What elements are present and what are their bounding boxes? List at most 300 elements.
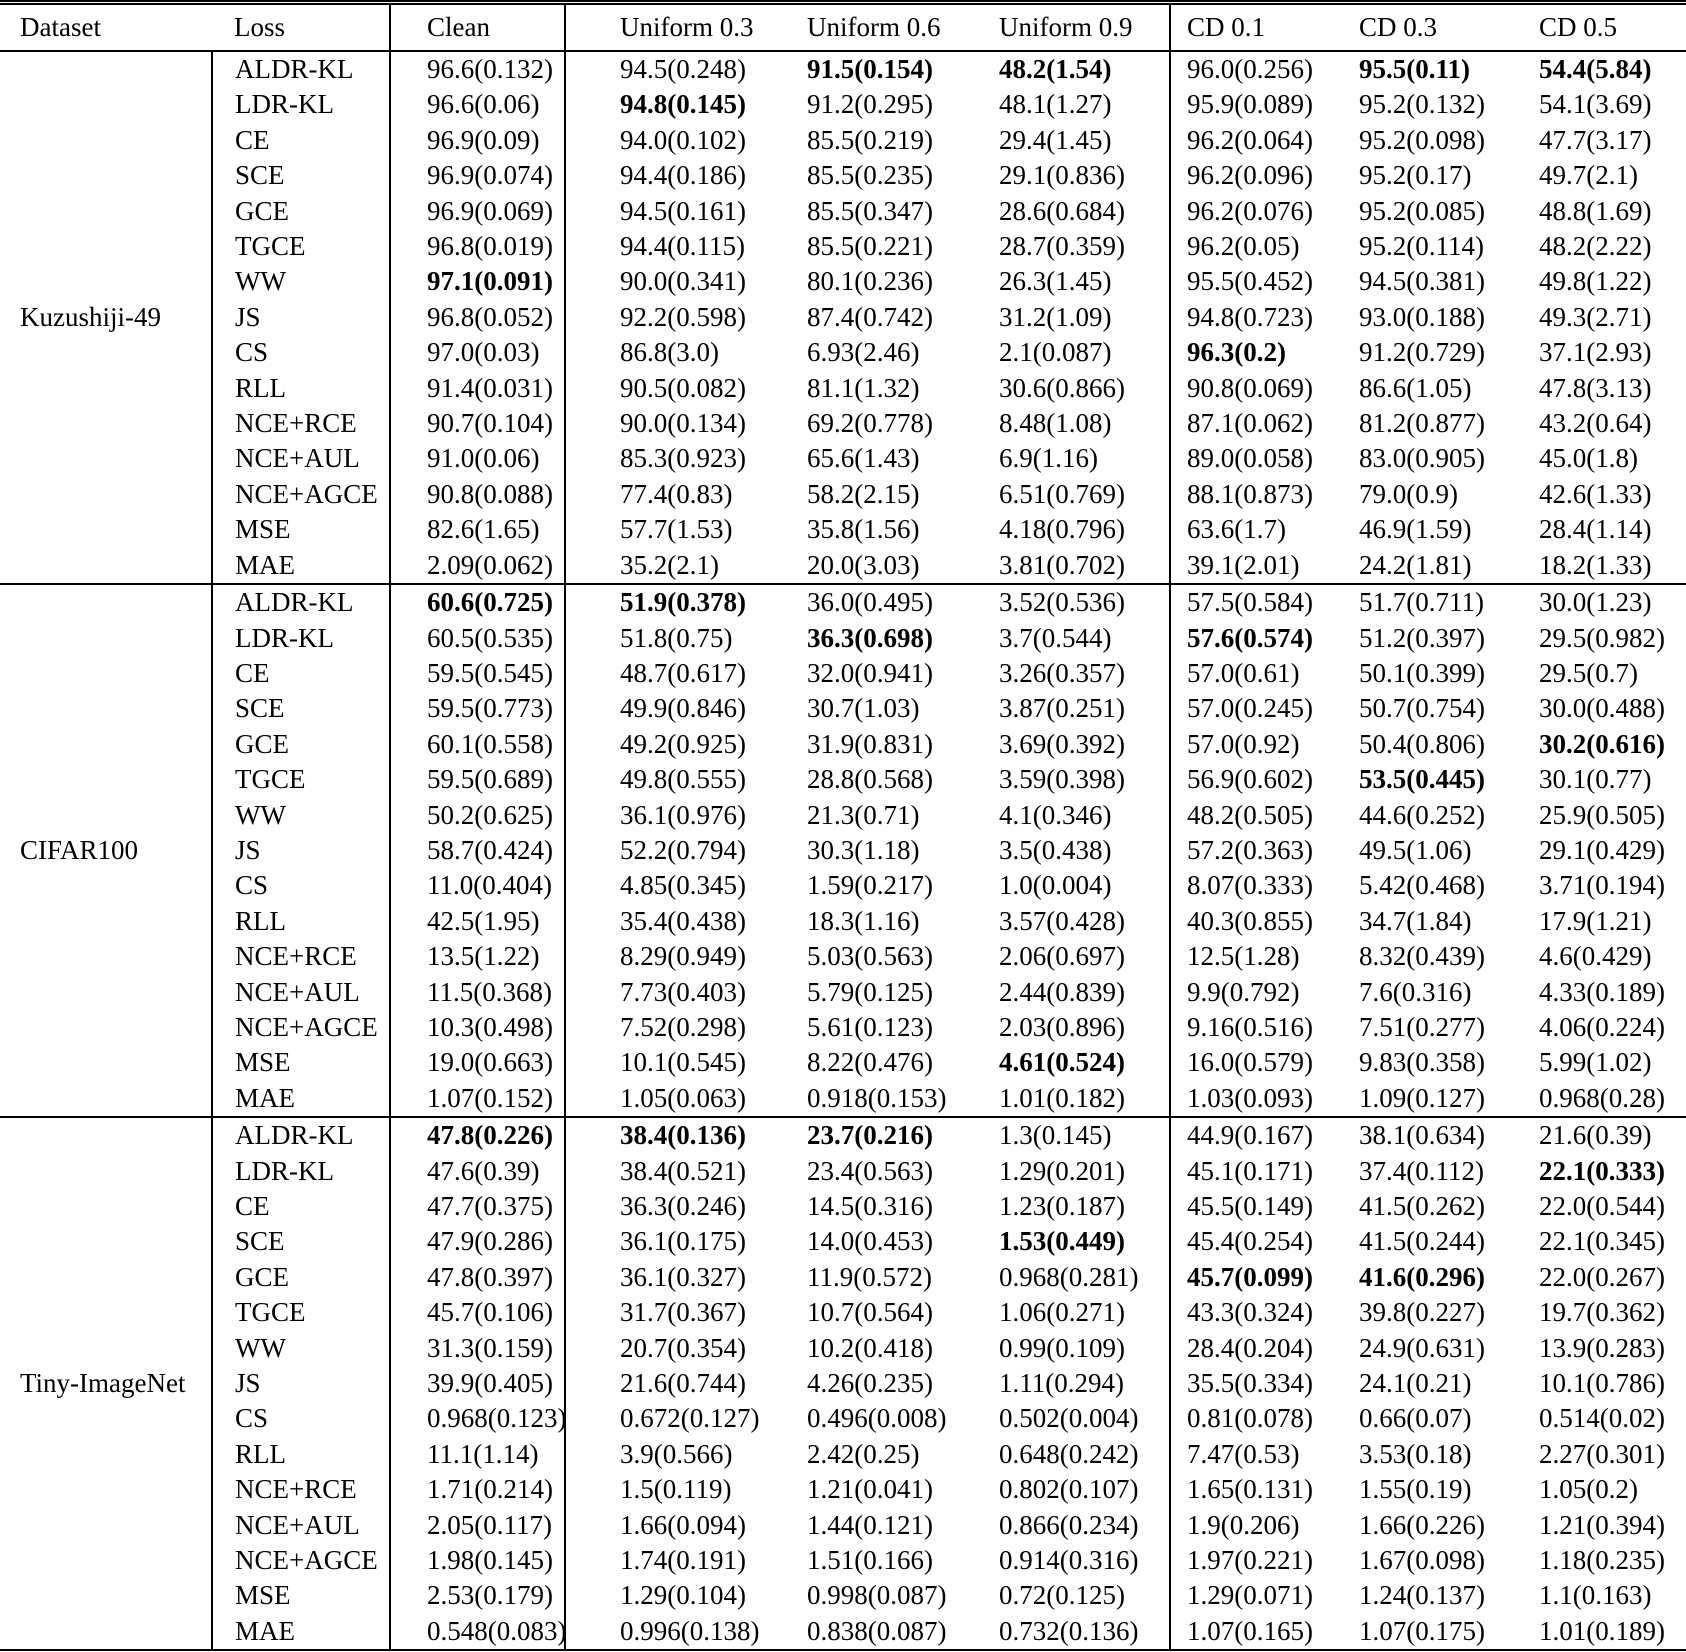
- value-cell: 31.7(0.367): [620, 1297, 746, 1328]
- value-cell: 48.2(0.505): [1187, 799, 1313, 830]
- value-cell: 3.81(0.702): [945, 548, 1170, 584]
- value-cell: 31.9(0.831): [807, 728, 933, 759]
- value-cell: 29.5(0.7): [1539, 657, 1638, 688]
- loss-cell: RLL: [212, 1437, 390, 1472]
- loss-cell: GCE: [212, 1260, 390, 1295]
- value-cell: 95.5(0.452): [1187, 266, 1313, 297]
- value-cell: 35.8(1.56): [807, 514, 920, 545]
- value-cell: 96.8(0.052): [390, 300, 565, 335]
- value-cell: 39.1(2.01): [1187, 549, 1300, 580]
- value-cell: 95.2(0.085): [1359, 195, 1485, 226]
- value-cell: 49.2(0.925): [620, 728, 746, 759]
- value-cell: 2.05(0.117): [390, 1508, 565, 1543]
- value-cell: 57.7(1.53): [620, 514, 733, 545]
- col-header-clean: Clean: [390, 3, 565, 52]
- value-cell: 28.6(0.684): [945, 194, 1170, 229]
- value-cell: 51.7(0.711): [1345, 584, 1523, 620]
- value-cell: 28.4(0.204): [1187, 1332, 1313, 1363]
- loss-cell: MSE: [212, 1578, 390, 1613]
- value-cell: 50.4(0.806): [1359, 728, 1485, 759]
- loss-cell: ALDR-KL: [212, 51, 390, 87]
- value-cell: 1.53(0.449): [945, 1224, 1170, 1259]
- value-cell: 58.7(0.424): [390, 833, 565, 868]
- value-cell: 69.2(0.778): [807, 408, 933, 439]
- value-cell: 47.7(3.17): [1539, 124, 1652, 155]
- value-cell: 93.0(0.188): [1359, 301, 1485, 332]
- value-cell: 3.52(0.536): [945, 584, 1170, 620]
- loss-cell: MSE: [212, 512, 390, 547]
- table-row: [0, 548, 1686, 584]
- loss-cell: SCE: [212, 1224, 390, 1259]
- value-cell: 7.47(0.53): [1187, 1438, 1300, 1469]
- value-cell: 3.57(0.428): [945, 904, 1170, 939]
- value-cell: 1.5(0.119): [620, 1474, 732, 1505]
- value-cell: 7.52(0.298): [620, 1011, 746, 1042]
- value-cell: 5.61(0.123): [807, 1011, 933, 1042]
- loss-cell: CE: [212, 123, 390, 158]
- value-cell: 1.06(0.271): [945, 1295, 1170, 1330]
- loss-cell: NCE+RCE: [212, 939, 390, 974]
- value-cell: 2.06(0.697): [945, 939, 1170, 974]
- loss-cell: LDR-KL: [212, 87, 390, 122]
- value-cell: 95.2(0.17): [1359, 160, 1472, 191]
- value-cell: 38.4(0.136): [565, 1117, 755, 1153]
- value-cell: 9.16(0.516): [1187, 1011, 1313, 1042]
- value-cell: 20.0(3.03): [807, 549, 920, 580]
- value-cell: 91.0(0.06): [390, 441, 565, 476]
- table-row: [0, 1260, 1686, 1295]
- value-cell: 24.1(0.21): [1359, 1368, 1472, 1399]
- table-row: [0, 1010, 1686, 1045]
- value-cell: 90.5(0.082): [620, 372, 746, 403]
- table-row: [0, 371, 1686, 406]
- value-cell: 30.6(0.866): [945, 371, 1170, 406]
- loss-cell: NCE+AGCE: [212, 477, 390, 512]
- value-cell: 0.72(0.125): [945, 1578, 1170, 1613]
- loss-cell: NCE+AUL: [212, 975, 390, 1010]
- dataset-cell: Kuzushiji-49: [0, 51, 212, 584]
- value-cell: 23.7(0.216): [755, 1117, 945, 1153]
- value-cell: 40.3(0.855): [1187, 905, 1313, 936]
- value-cell: 3.5(0.438): [945, 833, 1170, 868]
- col-header-loss: Loss: [212, 3, 390, 52]
- table-row: [0, 584, 1686, 620]
- value-cell: 87.4(0.742): [807, 301, 933, 332]
- value-cell: 8.48(1.08): [945, 406, 1170, 441]
- value-cell: 35.4(0.438): [620, 905, 746, 936]
- table-row: [0, 1401, 1686, 1436]
- loss-cell: TGCE: [212, 229, 390, 264]
- value-cell: 4.26(0.235): [807, 1368, 933, 1399]
- table-row: [0, 1543, 1686, 1578]
- value-cell: 57.5(0.584): [1170, 584, 1345, 620]
- loss-cell: LDR-KL: [212, 621, 390, 656]
- value-cell: 36.0(0.495): [755, 584, 945, 620]
- value-cell: 97.1(0.091): [390, 264, 565, 299]
- value-cell: 85.5(0.347): [807, 195, 933, 226]
- value-cell: 48.8(1.69): [1539, 195, 1652, 226]
- loss-cell: MAE: [212, 1614, 390, 1652]
- value-cell: 9.9(0.792): [1187, 976, 1300, 1007]
- value-cell: 1.3(0.145): [945, 1117, 1170, 1153]
- value-cell: 3.26(0.357): [945, 656, 1170, 691]
- table-row: [0, 1508, 1686, 1543]
- value-cell: 0.968(0.28): [1539, 1082, 1665, 1113]
- loss-cell: CS: [212, 1401, 390, 1436]
- value-cell: 0.914(0.316): [945, 1543, 1170, 1578]
- table-row: [0, 51, 1686, 87]
- value-cell: 49.5(1.06): [1359, 834, 1472, 865]
- table-row: [0, 798, 1686, 833]
- value-cell: 36.3(0.698): [807, 622, 933, 653]
- value-cell: 94.8(0.723): [1187, 301, 1313, 332]
- value-cell: 45.1(0.171): [1187, 1155, 1313, 1186]
- value-cell: 22.0(0.267): [1539, 1261, 1665, 1292]
- loss-cell: CS: [212, 335, 390, 370]
- value-cell: 0.648(0.242): [945, 1437, 1170, 1472]
- col-header-uniform-0.6: Uniform 0.6: [755, 3, 945, 52]
- value-cell: 3.7(0.544): [945, 621, 1170, 656]
- value-cell: 49.7(2.1): [1539, 160, 1638, 191]
- loss-cell: ALDR-KL: [212, 584, 390, 620]
- value-cell: 4.33(0.189): [1539, 976, 1665, 1007]
- value-cell: 91.4(0.031): [390, 371, 565, 406]
- table-row: [0, 1366, 1686, 1401]
- value-cell: 95.5(0.11): [1345, 51, 1523, 87]
- value-cell: 0.81(0.078): [1187, 1403, 1313, 1434]
- loss-cell: SCE: [212, 158, 390, 193]
- loss-cell: WW: [212, 264, 390, 299]
- value-cell: 21.6(0.39): [1523, 1117, 1686, 1153]
- value-cell: 8.29(0.949): [620, 941, 746, 972]
- value-cell: 36.1(0.327): [620, 1261, 746, 1292]
- value-cell: 32.0(0.941): [807, 657, 933, 688]
- value-cell: 29.5(0.982): [1539, 622, 1665, 653]
- value-cell: 90.8(0.069): [1187, 372, 1313, 403]
- value-cell: 1.21(0.041): [807, 1474, 933, 1505]
- value-cell: 86.6(1.05): [1359, 372, 1472, 403]
- value-cell: 2.09(0.062): [390, 548, 565, 584]
- value-cell: 48.2(1.54): [945, 51, 1170, 87]
- value-cell: 47.9(0.286): [390, 1224, 565, 1259]
- value-cell: 4.06(0.224): [1539, 1011, 1665, 1042]
- value-cell: 0.918(0.153): [807, 1082, 947, 1113]
- value-cell: 1.23(0.187): [945, 1189, 1170, 1224]
- value-cell: 1.97(0.221): [1187, 1545, 1313, 1576]
- value-cell: 10.1(0.786): [1539, 1368, 1665, 1399]
- value-cell: 12.5(1.28): [1187, 941, 1300, 972]
- table-row: [0, 441, 1686, 476]
- value-cell: 19.0(0.663): [390, 1045, 565, 1080]
- value-cell: 0.672(0.127): [620, 1403, 760, 1434]
- value-cell: 96.8(0.019): [390, 229, 565, 264]
- value-cell: 1.66(0.094): [620, 1509, 746, 1540]
- loss-cell: TGCE: [212, 1295, 390, 1330]
- value-cell: 21.3(0.71): [807, 799, 920, 830]
- value-cell: 31.3(0.159): [390, 1331, 565, 1366]
- loss-cell: TGCE: [212, 762, 390, 797]
- table-row: [0, 904, 1686, 939]
- col-header-uniform-0.3: Uniform 0.3: [565, 3, 755, 52]
- value-cell: 1.98(0.145): [390, 1543, 565, 1578]
- value-cell: 1.59(0.217): [807, 870, 933, 901]
- value-cell: 30.7(1.03): [807, 693, 920, 724]
- value-cell: 60.5(0.535): [390, 621, 565, 656]
- loss-cell: LDR-KL: [212, 1154, 390, 1189]
- value-cell: 89.0(0.058): [1187, 443, 1313, 474]
- value-cell: 1.24(0.137): [1359, 1580, 1485, 1611]
- value-cell: 94.5(0.381): [1359, 266, 1485, 297]
- value-cell: 1.9(0.206): [1187, 1509, 1300, 1540]
- value-cell: 43.3(0.324): [1187, 1297, 1313, 1328]
- table-row: [0, 264, 1686, 299]
- value-cell: 17.9(1.21): [1539, 905, 1652, 936]
- table-row: [0, 1614, 1686, 1652]
- value-cell: 1.51(0.166): [807, 1545, 933, 1576]
- value-cell: 30.1(0.77): [1539, 764, 1652, 795]
- loss-cell: JS: [212, 300, 390, 335]
- table-row: [0, 158, 1686, 193]
- value-cell: 96.2(0.05): [1187, 231, 1300, 262]
- value-cell: 94.8(0.145): [620, 89, 746, 120]
- value-cell: 80.1(0.236): [807, 266, 933, 297]
- value-cell: 59.5(0.545): [390, 656, 565, 691]
- value-cell: 79.0(0.9): [1359, 478, 1458, 509]
- value-cell: 0.996(0.138): [620, 1615, 760, 1646]
- table-row: [0, 762, 1686, 797]
- value-cell: 8.22(0.476): [807, 1047, 933, 1078]
- value-cell: 39.9(0.405): [390, 1366, 565, 1401]
- value-cell: 0.548(0.083): [390, 1614, 565, 1652]
- value-cell: 3.87(0.251): [945, 691, 1170, 726]
- table-row: [0, 1189, 1686, 1224]
- value-cell: 0.732(0.136): [945, 1614, 1170, 1652]
- loss-cell: NCE+RCE: [212, 406, 390, 441]
- value-cell: 36.1(0.175): [620, 1226, 746, 1257]
- value-cell: 0.496(0.008): [807, 1403, 947, 1434]
- value-cell: 14.5(0.316): [807, 1191, 933, 1221]
- value-cell: 59.5(0.689): [390, 762, 565, 797]
- value-cell: 58.2(2.15): [807, 478, 920, 509]
- value-cell: 1.01(0.189): [1539, 1615, 1665, 1646]
- value-cell: 6.93(2.46): [807, 337, 920, 368]
- value-cell: 1.1(0.163): [1539, 1580, 1652, 1611]
- value-cell: 81.2(0.877): [1359, 408, 1485, 439]
- loss-cell: MAE: [212, 548, 390, 584]
- table-row: [0, 87, 1686, 122]
- value-cell: 96.3(0.2): [1187, 337, 1286, 368]
- col-header-cd-0.3: CD 0.3: [1345, 3, 1523, 52]
- value-cell: 3.9(0.566): [620, 1438, 733, 1469]
- table-row: [0, 1224, 1686, 1259]
- value-cell: 49.8(0.555): [620, 764, 746, 795]
- value-cell: 19.7(0.362): [1539, 1297, 1665, 1328]
- value-cell: 1.05(0.063): [620, 1082, 746, 1113]
- col-header-dataset: Dataset: [0, 3, 212, 52]
- value-cell: 86.8(3.0): [620, 337, 719, 368]
- value-cell: 96.9(0.069): [390, 194, 565, 229]
- loss-cell: CE: [212, 1189, 390, 1224]
- table-row: [0, 512, 1686, 547]
- table-row: [0, 727, 1686, 762]
- value-cell: 50.2(0.625): [390, 798, 565, 833]
- value-cell: 38.1(0.634): [1345, 1117, 1523, 1153]
- value-cell: 1.03(0.093): [1187, 1082, 1313, 1113]
- table-row: [0, 939, 1686, 974]
- value-cell: 57.6(0.574): [1187, 622, 1313, 653]
- value-cell: 49.3(2.71): [1539, 301, 1652, 332]
- table-row: [0, 1081, 1686, 1117]
- value-cell: 20.7(0.354): [620, 1332, 746, 1363]
- value-cell: 10.3(0.498): [390, 1010, 565, 1045]
- value-cell: 96.9(0.09): [390, 123, 565, 158]
- value-cell: 94.4(0.115): [620, 231, 745, 262]
- loss-cell: CE: [212, 656, 390, 691]
- value-cell: 41.5(0.244): [1359, 1226, 1485, 1257]
- loss-cell: NCE+AUL: [212, 441, 390, 476]
- value-cell: 47.8(3.13): [1539, 372, 1652, 403]
- value-cell: 60.6(0.725): [390, 584, 565, 620]
- value-cell: 35.2(2.1): [620, 549, 719, 580]
- value-cell: 52.2(0.794): [620, 834, 746, 865]
- value-cell: 2.53(0.179): [390, 1578, 565, 1613]
- value-cell: 51.9(0.378): [565, 584, 755, 620]
- value-cell: 41.6(0.296): [1359, 1261, 1485, 1292]
- value-cell: 3.69(0.392): [945, 727, 1170, 762]
- col-header-cd-0.1: CD 0.1: [1170, 3, 1345, 52]
- value-cell: 90.7(0.104): [390, 406, 565, 441]
- table-row: [0, 1045, 1686, 1080]
- value-cell: 34.7(1.84): [1359, 905, 1472, 936]
- value-cell: 91.5(0.154): [755, 51, 945, 87]
- value-cell: 95.2(0.114): [1359, 231, 1484, 262]
- table-row: [0, 656, 1686, 691]
- value-cell: 48.1(1.27): [945, 87, 1170, 122]
- value-cell: 87.1(0.062): [1187, 408, 1313, 439]
- value-cell: 95.9(0.089): [1187, 89, 1313, 120]
- value-cell: 90.0(0.134): [620, 408, 746, 439]
- value-cell: 96.2(0.096): [1187, 160, 1313, 191]
- value-cell: 0.99(0.109): [945, 1331, 1170, 1366]
- value-cell: 4.85(0.345): [620, 870, 746, 901]
- table-row: [0, 335, 1686, 370]
- table-row: [0, 1117, 1686, 1153]
- value-cell: 28.4(1.14): [1539, 514, 1652, 545]
- value-cell: 44.6(0.252): [1359, 799, 1485, 830]
- value-cell: 39.8(0.227): [1359, 1297, 1485, 1328]
- table-row: [0, 975, 1686, 1010]
- value-cell: 83.0(0.905): [1359, 443, 1485, 474]
- value-cell: 8.32(0.439): [1359, 941, 1485, 972]
- value-cell: 81.1(1.32): [807, 372, 920, 403]
- table-row: [0, 123, 1686, 158]
- value-cell: 94.0(0.102): [620, 124, 746, 155]
- value-cell: 38.4(0.521): [620, 1155, 746, 1186]
- value-cell: 46.9(1.59): [1359, 514, 1472, 545]
- table-row: [0, 300, 1686, 335]
- table-row: [0, 406, 1686, 441]
- value-cell: 1.74(0.191): [620, 1545, 746, 1576]
- value-cell: 43.2(0.64): [1539, 408, 1652, 439]
- value-cell: 95.2(0.098): [1359, 124, 1485, 155]
- table-row: [0, 1331, 1686, 1366]
- value-cell: 10.7(0.564): [807, 1297, 933, 1328]
- loss-cell: ALDR-KL: [212, 1117, 390, 1153]
- value-cell: 91.2(0.729): [1359, 337, 1485, 368]
- value-cell: 16.0(0.579): [1187, 1047, 1313, 1078]
- value-cell: 0.866(0.234): [945, 1508, 1170, 1543]
- value-cell: 0.968(0.123): [390, 1401, 565, 1436]
- value-cell: 3.59(0.398): [945, 762, 1170, 797]
- value-cell: 45.5(0.149): [1187, 1191, 1313, 1221]
- value-cell: 4.61(0.524): [945, 1045, 1170, 1080]
- value-cell: 5.03(0.563): [807, 941, 933, 972]
- value-cell: 45.4(0.254): [1187, 1226, 1313, 1257]
- value-cell: 24.2(1.81): [1359, 549, 1472, 580]
- loss-cell: CS: [212, 868, 390, 903]
- value-cell: 5.99(1.02): [1539, 1047, 1652, 1078]
- value-cell: 0.502(0.004): [945, 1401, 1170, 1436]
- value-cell: 97.0(0.03): [390, 335, 565, 370]
- table-row: [0, 691, 1686, 726]
- col-header-uniform-0.9: Uniform 0.9: [945, 3, 1170, 52]
- value-cell: 45.0(1.8): [1539, 443, 1638, 474]
- table-row: [0, 833, 1686, 868]
- value-cell: 30.0(1.23): [1523, 584, 1686, 620]
- loss-cell: RLL: [212, 371, 390, 406]
- value-cell: 95.2(0.132): [1359, 89, 1485, 120]
- value-cell: 29.1(0.429): [1539, 834, 1665, 865]
- value-cell: 54.4(5.84): [1523, 51, 1686, 87]
- value-cell: 47.8(0.397): [390, 1260, 565, 1295]
- value-cell: 90.8(0.088): [390, 477, 565, 512]
- value-cell: 23.4(0.563): [807, 1155, 933, 1186]
- value-cell: 25.9(0.505): [1539, 799, 1665, 830]
- table-row: [0, 621, 1686, 656]
- table-row: [0, 477, 1686, 512]
- value-cell: 7.6(0.316): [1359, 976, 1472, 1007]
- value-cell: 10.1(0.545): [620, 1047, 746, 1078]
- value-cell: 28.8(0.568): [807, 764, 933, 795]
- value-cell: 3.53(0.18): [1359, 1438, 1472, 1469]
- table-row: [0, 1154, 1686, 1189]
- dataset-cell: CIFAR100: [0, 584, 212, 1117]
- value-cell: 11.9(0.572): [807, 1261, 932, 1292]
- value-cell: 85.5(0.235): [807, 160, 933, 191]
- value-cell: 1.55(0.19): [1359, 1474, 1472, 1505]
- value-cell: 29.4(1.45): [945, 123, 1170, 158]
- value-cell: 0.802(0.107): [945, 1472, 1170, 1507]
- loss-cell: NCE+RCE: [212, 1472, 390, 1507]
- value-cell: 45.7(0.099): [1187, 1261, 1313, 1292]
- value-cell: 50.1(0.399): [1359, 657, 1485, 688]
- value-cell: 41.5(0.262): [1359, 1191, 1485, 1221]
- value-cell: 1.09(0.127): [1359, 1082, 1485, 1113]
- loss-cell: NCE+AGCE: [212, 1543, 390, 1578]
- value-cell: 94.5(0.161): [620, 195, 746, 226]
- value-cell: 49.9(0.846): [620, 693, 746, 724]
- value-cell: 2.1(0.087): [945, 335, 1170, 370]
- value-cell: 13.5(1.22): [390, 939, 565, 974]
- value-cell: 1.07(0.165): [1187, 1615, 1313, 1646]
- value-cell: 1.07(0.175): [1359, 1615, 1485, 1646]
- value-cell: 96.2(0.064): [1187, 124, 1313, 155]
- table-row: [0, 1437, 1686, 1472]
- value-cell: 29.1(0.836): [945, 158, 1170, 193]
- value-cell: 82.6(1.65): [390, 512, 565, 547]
- value-cell: 10.2(0.418): [807, 1332, 933, 1363]
- value-cell: 0.66(0.07): [1359, 1403, 1472, 1434]
